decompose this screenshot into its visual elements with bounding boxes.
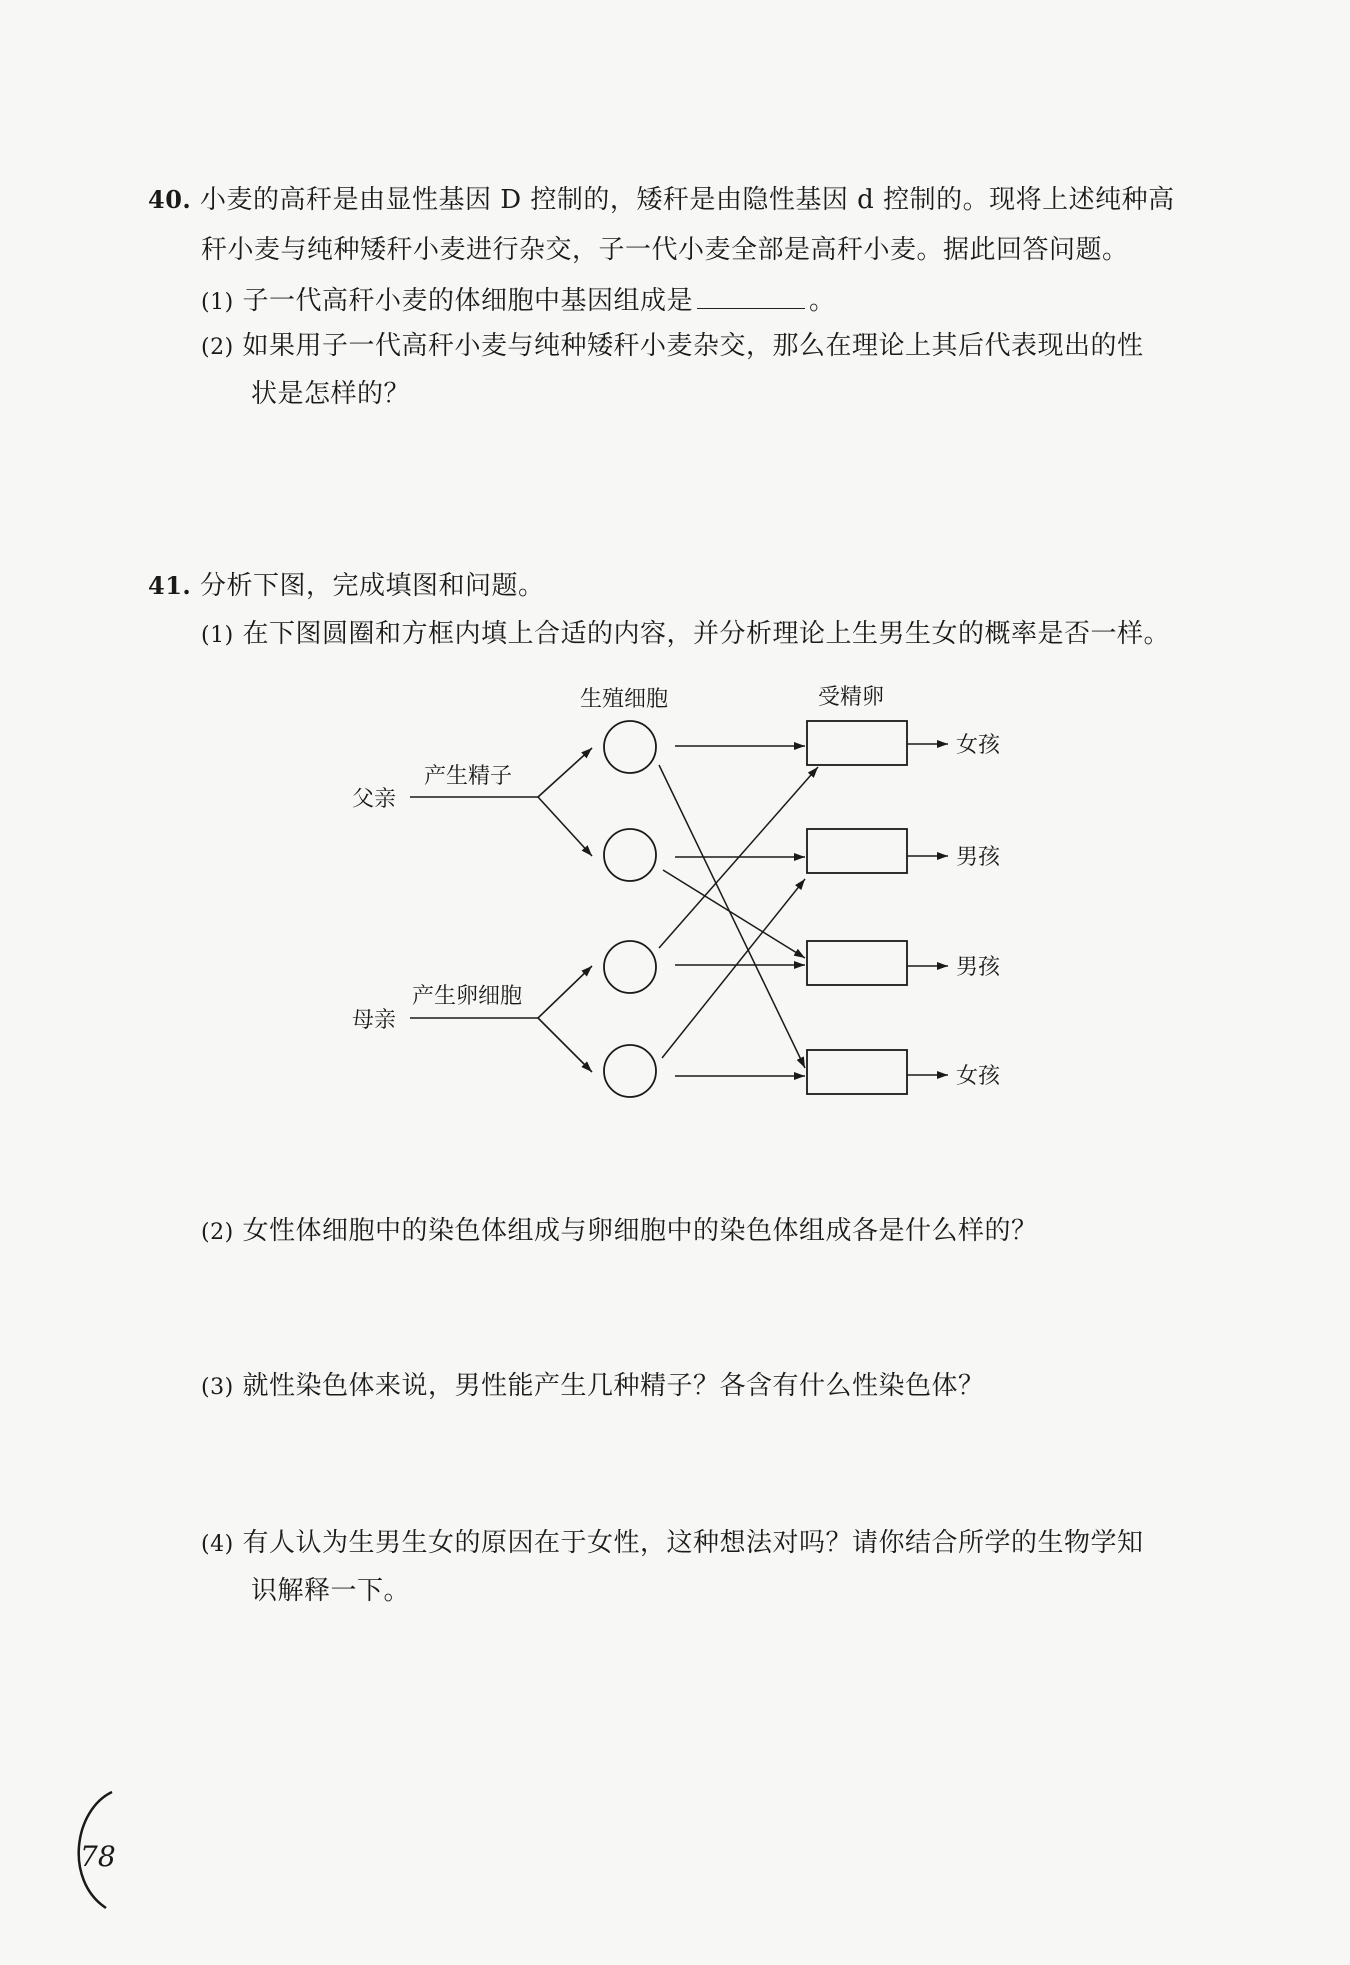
mother-arrow-2 — [538, 1018, 592, 1072]
zygote-box-2[interactable] — [807, 829, 907, 873]
q41-part3 — [201, 1368, 984, 1406]
outcome-3: 男孩 — [956, 955, 1001, 980]
q41-p2-text: 女性体细胞中的染色体组成与卵细胞中的染色体组成各是什么样的？ — [242, 1216, 1038, 1246]
q41-number: 41. — [148, 571, 192, 600]
zygote-box-3[interactable] — [807, 941, 907, 985]
q41-p1-label: (1) — [201, 623, 234, 648]
q41-p3-label: (3) — [201, 1375, 234, 1400]
q41-p1-text: 在下图圆圈和方框内填上合适的内容，并分析理论上生男生女的概率是否一样。 — [242, 619, 1170, 649]
arrow-c2-b3 — [663, 870, 805, 958]
sperm-circle-1[interactable] — [604, 721, 656, 773]
zygote-box-1[interactable] — [807, 721, 907, 765]
father-arrow-1 — [538, 748, 592, 797]
arrow-c4-b2 — [662, 879, 805, 1058]
q41-part2 — [201, 1213, 1037, 1251]
q40-p2-line1: 如果用子一代高秆小麦与纯种矮秆小麦杂交，那么在理论上其后代表现出的性 — [242, 331, 1144, 361]
q41-p4-line1: 有人认为生男生女的原因在于女性，这种想法对吗？请你结合所学的生物学知 — [242, 1528, 1144, 1558]
label-father-produce: 产生精子 — [424, 764, 513, 789]
father-arrow-2 — [538, 797, 592, 856]
q41-part4 — [201, 1525, 1143, 1563]
q41-p3-text: 就性染色体来说，男性能产生几种精子？各含有什么性染色体？ — [242, 1371, 985, 1401]
q40-p2-line2: 状是怎样的？ — [251, 379, 411, 409]
outcome-1: 女孩 — [956, 733, 1001, 758]
q41-p2-label: (2) — [201, 1220, 234, 1245]
outcome-4: 女孩 — [956, 1064, 1001, 1089]
egg-circle-1[interactable] — [604, 941, 656, 993]
mother-arrow-1 — [538, 966, 592, 1018]
q40-p1-text: 子一代高秆小麦的体细胞中基因组成是 — [242, 286, 693, 316]
outcome-2: 男孩 — [956, 845, 1001, 870]
q41-intro: 分析下图，完成填图和问题。 — [200, 571, 545, 601]
q40-stem-line1: 小麦的高秆是由显性基因 D 控制的，矮秆是由隐性基因 d 控制的。现将上述纯种高 — [200, 185, 1175, 215]
label-zygote: 受精卵 — [818, 685, 885, 710]
q41-p4-label: (4) — [201, 1532, 234, 1557]
label-mother: 母亲 — [352, 1008, 397, 1033]
q40-p2-label: (2) — [201, 335, 234, 360]
zygote-box-4[interactable] — [807, 1050, 907, 1094]
q41-p4-line2: 识解释一下。 — [251, 1576, 411, 1606]
sperm-circle-2[interactable] — [604, 829, 656, 881]
label-mother-produce: 产生卵细胞 — [412, 984, 523, 1009]
page-number: 78 — [80, 1840, 116, 1873]
q40-p1-end: 。 — [808, 286, 836, 316]
label-father: 父亲 — [352, 787, 397, 812]
q40-number: 40. — [148, 185, 192, 214]
arrow-c1-b4 — [659, 765, 805, 1068]
q40-p1-label: (1) — [201, 290, 234, 315]
label-germ-cells: 生殖细胞 — [580, 687, 669, 712]
q40-stem-line2: 秆小麦与纯种矮秆小麦进行杂交，子一代小麦全部是高秆小麦。据此回答问题。 — [201, 235, 1129, 265]
egg-circle-2[interactable] — [604, 1045, 656, 1097]
